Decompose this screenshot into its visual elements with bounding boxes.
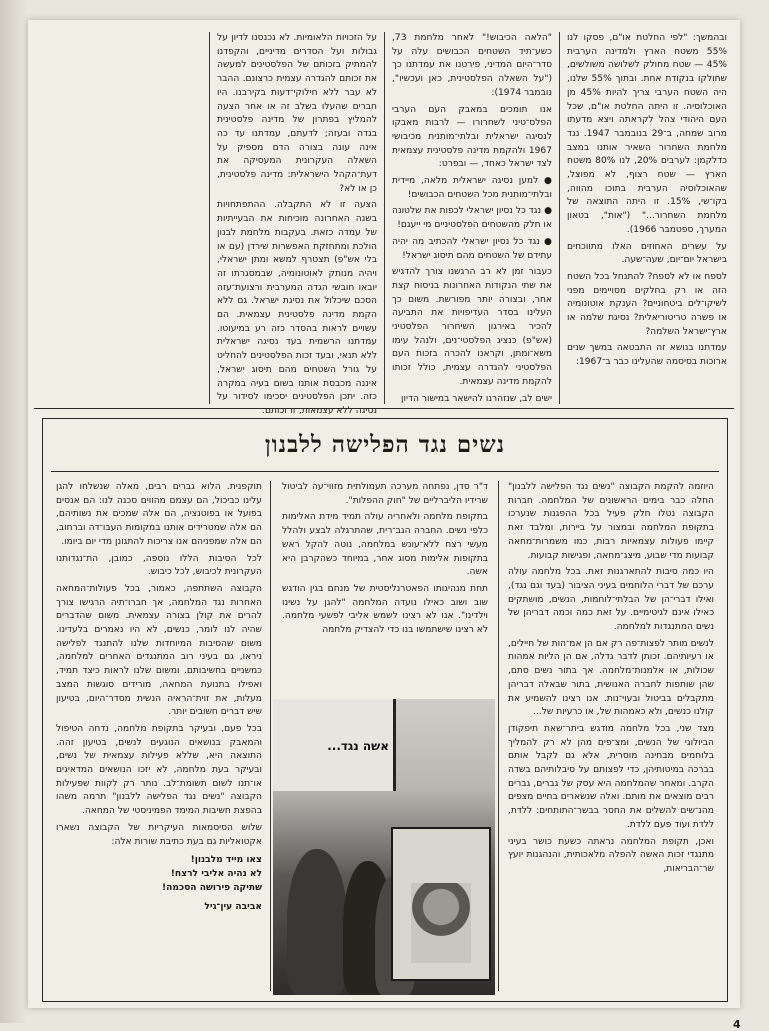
newspaper-page	[28, 20, 741, 1031]
paragraph: לספח או לא לספח? להתנחל בכל השטח הזה או רק בחלקים מסויימים מפני לשיקו־לים ביטחוניים? הענקת אוטונומיה או פשרה טריטוריאלית? נסיגת שלמה או ארץ־ישראל השלמה?	[567, 271, 727, 337]
poster-artwork	[411, 883, 471, 963]
paragraph: לנשים מותר לפצות־פה רק אם הן אמ־הות של חיילים, או רעיותיהם. זכותן לדבר גדלה, אם הן הליות אמהות שכולות, או אלמנות־מלחמה. אך בתור נשים סתם, שהן שותפות לחברה האנושית, בתור שבאלה דבריהן מתקבלים בביטול ובעוי־נות. אנו רצינו להשמיע את קולנו כנשים, ולא כאמהות של, או כרעיות של...	[508, 638, 714, 718]
paragraph: כעבור זמן לא רב הרגשנו צורך להדגיש את שתי הנקודות האחרונות בניסוח קצת אחר, ובצורה יותר מפורשת. משום כך העלינו בסדר העדיפויות את התביעה להכיר באירגון השיחרור הפלסטיני (אש"פ) כנציג הפלסטי־נים, ולנהל עימו משא־ומתן, וקראנו להכרה בזכות העם הפלסטיני להגדרה עצמית, כולל זכותו להקמת מדינה עצמאית.	[392, 267, 552, 387]
column-rule	[498, 481, 499, 991]
article-box	[42, 418, 728, 1002]
article-column-middle	[275, 481, 495, 695]
paragraph: ואכן, תקופת המלחמה נראתה כשעת כושר בעיני מתנגדי זכות האשה להפלה מלאכותית, והנהגנות יועץ שר־הבריאות,	[508, 836, 714, 874]
paragraph: ישים לב, שנזהרנו להישאר במישור הדיון	[401, 393, 552, 404]
article-headline: נשים נגד הפלישה ללבנון	[264, 431, 506, 458]
paragraph: עמדתנו בנושא זה התבטאה במשך שנים ארוכות בסיסמה שהעלינו כבר ב־1967:	[567, 343, 727, 368]
paragraph: מצד שני, בכל מלחמה מודגש ביתר־שאת תיפקודן הביולוגי של הנשים, ומצ־פים מהן לא רק להמליך בלוחמים מבחינה מוסרית, אלא גם לקבל אותם בברכה במיטותיהן, כדי לפצותם על סיבלותיהם בשדה הקרב. ומאחר שהמלחמה היא עסק של גברים, גברים רבים מוצאים את מותם. ואלה שנשארים בחיים מצפים מהנ־שים להשלים את החסר בבשר־התותחים: ללדת, ללדת ועוד פעם ללדת.	[508, 723, 714, 830]
protest-photo	[273, 699, 495, 995]
slogan: לא נהיה אליבי לרצח!	[170, 869, 262, 880]
top-article	[34, 32, 734, 416]
headline-rule	[51, 471, 719, 472]
slogan-list	[56, 853, 262, 895]
slogan: שתיקה פירושה הסכמה!	[161, 883, 262, 894]
paragraph: בכל פעם, ובעיקר בתקופת מלחמה, נדחה הטיפול והמאבק בנושאים הנוגעים לנשים, בטיעון זהה. התוצאה היא, שללא פעילות עצמאית של נשים, ובעיקר בעת מלחמה, לא יזכו הנושאים המדאיגים או־תנו לשום תשומת־לב. נותר רק לקוות שפעילות הקבוצה "נשים נגד הפלישה ללבנון" תרמה משהו בהפצת חשיבות המימד הפמיניסטי של המחאה.	[56, 723, 262, 817]
slogan: צאו מייד מלבנון!	[190, 855, 262, 866]
page-number: 4	[733, 1018, 741, 1031]
paragraph: לכל הסיבות הללו נוספה, כמובן, הת־נגדותנו העקרונית לכיבוש, לכל כיבוש.	[56, 553, 262, 578]
paragraph: שלוש הסיסמאות העיקריות של הקבוצה נשארו אקטואליות גם בעת כתיבת שורות אלה:	[56, 822, 262, 847]
paragraph: הקבוצה השתתפה, כאמור, בכל פעולות־המחאה האחרות נגד המלחמה, אך חברו־תיה הרגישו צורך להרים את קולן בצורה עצמאית. משום שהדברים שהיה לנו לומר, כנשים, לא היו נאמרים בלעדינו. משום שהסיבות המיוחדות שלנו להתנגד לפלישה ניראו, גם בעיני רוב המתנגדים האחרים למלחמה, כמשניים בחשיבותם. ומשום שלנו לראות כיצד תמיד, ואפילו בתנועת המחאה, מורידים סוגשות המצב מעלות, את זוית־הראיה הנשית מסדר־היום, בטיעון שיש דברים חשובים יותר.	[56, 583, 262, 718]
protest-sign	[273, 699, 396, 791]
paragraph: היו כמה סיבות להתארגנות זאת. בכל מלחמה עולה ערכם של דברי הלוחמים בעיני הציבור (בעד וגם נגד), ואילו דברי־הן של הבלתי־לוחמות, הנשים, מושתקים כאילו אינם לגיטימיים. על זאת כמה וכמה דבריהן של נשים המתנגדות למלחמה.	[508, 567, 714, 633]
page-edge-shadow	[0, 0, 28, 1023]
paragraph: "הלאה הכיבוש!" לאחר מלחמת 73, כשע־תיד השטחים הכבושים עלה על סדר־היום המדיני, פירטנו את עמדתנו כך ("על השאלה הפלסטינית, כאן ועכשיו", נובמבר 1974):	[392, 33, 552, 98]
paragraph: בתקופת מלחמה ולאחריה עולה תמיד מידת האלימות כלפי נשים. החברה הגב־רית, שהתרגלה לבצע ולהלל מעשי רצח ללא־עונש במלחמה, נוטה להקל ראש בתקופות אלימות מסוג אחר, במיוחד כשהקרבן היא אשה.	[282, 512, 488, 578]
author-signature: אביבה עין־גיל	[204, 902, 262, 913]
bullet-item: ● למען נסיגה ישראלית מלאה, מיידית ובלתי־מותנית מכל השטחים הכבושים!	[392, 176, 552, 200]
paragraph: ד"ר סדן, נפתחה מערכה תעמולתית מזווי־עה לביטול שרידיו הליברליים של "חוק ההפלות".	[282, 482, 488, 506]
top-column-1	[559, 32, 734, 404]
article-column-right	[501, 481, 721, 991]
paragraph: הצעה זו לא התקבלה. ההתפתחויות בשנה האחרונה מוכיחות את הבעייתיות של עמדה כזאת. בעקבות מלחמת לבנון הולכת ומתחזקת האפשרות שירדן (עם או בלי אש"פ) תצטרף למשא ומתן ישראלי, ויהיה מנותק לאוטונומיה, שבמסגרתו זה יובאו חובשי הגדה המערבית ורצועת־עזה הסכם שיכלול את נסיגת ישראל. גם ללא הקמת מדינה פלסטינית עצמאית. הם עשויים לראות בהסדר כזה רע במיעוטו. עמדתנו הרשמית בעד נסיגה ישראלית ללא תנאי, ובעד זכות הפלסטינים להחליט על גורל השטחים מהם תיסוג ישראל, איננה מכבסת אותנו בשום בעיה במקרה כזה. יתכן הפלסטינים יסכימו לסידור על נסיגה ללא עצמאות, זו זכותם.	[217, 200, 377, 416]
woman-figure	[287, 849, 347, 995]
section-divider	[34, 408, 734, 409]
paragraph: היוזמה להקמת הקבוצה "נשים נגד הפלישה ללבנון" החלה כבר בימים הראשונים של המלחמה. חברות הקבוצה נטלו חלק פעיל בכל ההפגנות שנערכו בתקופת המלחמה ובמצור על ביירות, ומלבד זאת קיימו פעולות עצמאיות רבות, כמו משמרות־מחאה קבועות מדי שבוע, מיצג־מחאה, ופגישות קבועות.	[508, 482, 714, 561]
paragraph: אנו תומכים במאבק העם הערבי הפלס־טיני לשחרורו — לרבות מאבקו לנסיגה ישראלית ובלתי־מותנית מכיבושי 1967 ולהקמת מדינה פלסטינית עצמאית לצד ישראל כאחד, — ובפרט:	[392, 104, 552, 170]
paragraph: תוקפנית. הלוא גברים רבים, מאלה שנשלחו להגן עלינו כביכול, הם עצמם מהווים סכנה לנו: הם אנסים בפועל או בפוטנציה, הם אלה שמכים את נשותיהם, הם אלה שמטרידים אותנו במקומות העבו־דה וברחוב, הם אלה שמפניהם אנו צריכות להתגונן מדי יום ביומו.	[56, 482, 262, 547]
bullet-item: ● נגד כל נסיון ישראלי לכפות את שלטונה או חלק מהשטחים הפלסטיניים מי ייעגם!	[392, 206, 552, 231]
top-column-3	[209, 32, 384, 416]
paragraph: על עשרים האחוזים האלו מתווכחים בישראל יום־יום, שעה־שעה.	[567, 241, 727, 266]
top-column-4-margin	[34, 32, 209, 404]
paragraph: על הזכויות הלאומיות. לא נכנסנו לדיון על גבולות ועל הסדרים מדיניים, והקפדנו להמתיק בזכותם של הפלסטינים למעשה את זכותם להגדרה עצמית כרצונם. ההבר לא עבר ללא חילוקי־דעות בקירבנו. היו חברים שהעלו בשלב זה או אחר הצעה להמליץ בפתרון של מדינה פלסטינית בגדה ובעזה; לדעתם, עמדתנו עד כה אינה עונה בצורה הדם מספיק על השאלה העקרונית המעסיקה את דעת־הקהל הישראלית: מדינה פלסטינית, כן או לא?	[217, 33, 377, 194]
sign-lettering: אשה נגד...	[327, 739, 389, 753]
article-column-left	[49, 481, 269, 991]
paragraph: תחת מנהיגותו הפאטרנליסטית של מנחם בגין הודגש שוב ושוב כאילו נועדה המלחמה "להגן על נשינו וילדינו". אנו לא רצינו לשמש אליבי לפשעי מלחמה. לא רצינו שישתמשו בנו כדי להצדיק מלחמה	[282, 583, 488, 636]
bullet-item: ● נגד כל נסיון ישראלי להכתיב מה יהיה עתידם של השטחים מהם תיסוג ישראל!	[392, 236, 552, 261]
paragraph: ובהמשך: "לפי החלטת או"ם, פסקו לנו 55% משטח הארץ ולמדינה הערבית 45% — שטח מחולק לשלושה משולשים, שחולקו בנקודת אחת. ובתוך 55% שלנו, היה השטח הערבי צריך להיות 45% מן האוכלוסיה. זו היתה החלטת או"ם, שכל העם היהודי צהל לקראתה ויצא מדעתו מרוב שמחה, ב־29 בנובמבר 1947. נגד מלחמת השחרור השאיר אותנו במצב כדלקמן: לערבים 20%, לנו 80% משטח הארץ — שטח רצוף, לא מפוצל, שהאוכלוסיה הערבית בתוכו מהווה, בקו־שי, 15%. זו היתה התוצאה של מלחמת השחרור..." ("אות", בטאון המערך, ספטמבר 1966).	[567, 33, 727, 235]
column-rule	[270, 481, 271, 991]
protest-poster	[391, 827, 491, 981]
top-column-2	[384, 32, 559, 404]
